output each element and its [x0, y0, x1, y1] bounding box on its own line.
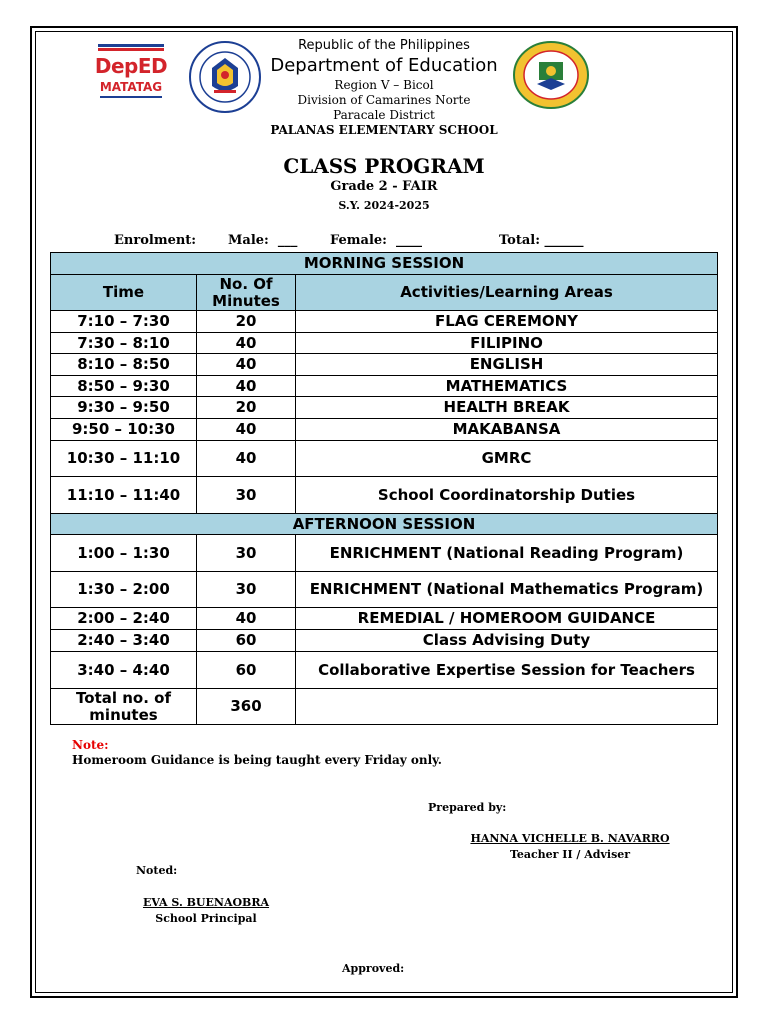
minutes-cell: 20 [197, 311, 296, 333]
activity-cell: MAKABANSA [296, 419, 718, 441]
time-cell: 7:10 – 7:30 [51, 311, 197, 333]
time-cell: 2:40 – 3:40 [51, 630, 197, 652]
time-cell: 1:00 – 1:30 [51, 535, 197, 572]
time-cell: 10:30 – 11:10 [51, 441, 197, 477]
table-row [51, 376, 718, 397]
page-title: CLASS PROGRAM [283, 154, 485, 178]
minutes-cell: 30 [197, 572, 296, 608]
activity-cell: ENGLISH [296, 354, 718, 376]
activity-cell: FLAG CEREMONY [296, 311, 718, 333]
time-cell: 11:10 – 11:40 [51, 477, 197, 514]
activity-cell: HEALTH BREAK [296, 397, 718, 419]
table-row [51, 630, 718, 652]
table-row [51, 608, 718, 630]
time-cell: 8:50 – 9:30 [51, 376, 197, 397]
department-line: Department of Education [270, 55, 498, 76]
minutes-cell: 30 [197, 477, 296, 514]
activity-cell: FILIPINO [296, 333, 718, 354]
table-row [51, 535, 718, 572]
noted-name: EVA S. BUENAOBRA [142, 896, 270, 909]
note-text: Homeroom Guidance is being taught every Friday only. [72, 753, 442, 767]
total-label-cell: Total no. of minutes [51, 689, 197, 725]
time-cell: 9:50 – 10:30 [51, 419, 197, 441]
total-activity-cell [296, 689, 718, 725]
prepared-by-label: Prepared by: [428, 801, 507, 814]
note-label: Note: [72, 738, 109, 752]
time-cell: 2:00 – 2:40 [51, 608, 197, 630]
deped-logo-text: DepED [94, 54, 168, 78]
enrolment-total: Total: ______ [499, 233, 584, 248]
activity-cell: GMRC [296, 441, 718, 477]
enrolment-label: Enrolment: [114, 233, 197, 248]
activity-cell: Collaborative Expertise Session for Teachers [296, 652, 718, 689]
table-row [51, 311, 718, 333]
prepared-by-title: Teacher II / Adviser [509, 848, 631, 861]
minutes-cell: 40 [197, 376, 296, 397]
table-row [51, 397, 718, 419]
time-cell: 1:30 – 2:00 [51, 572, 197, 608]
school-name: PALANAS ELEMENTARY SCHOOL [270, 123, 498, 137]
time-cell: 8:10 – 8:50 [51, 354, 197, 376]
total-minutes-cell: 360 [197, 689, 296, 725]
afternoon-session-row [51, 514, 718, 535]
time-cell: 9:30 – 9:50 [51, 397, 197, 419]
minutes-cell: 60 [197, 630, 296, 652]
total-row [51, 689, 718, 725]
country-line: Republic of the Philippines [298, 38, 470, 53]
activity-cell: ENRICHMENT (National Reading Program) [296, 535, 718, 572]
minutes-cell: 40 [197, 333, 296, 354]
approved-label: Approved: [342, 962, 405, 975]
col-header-time: Time [51, 275, 197, 311]
table-row [51, 419, 718, 441]
enrolment-male: Male: ___ [228, 233, 298, 248]
morning-session-row [51, 253, 718, 275]
morning-session-label: MORNING SESSION [51, 253, 718, 275]
prepared-by-name: HANNA VICHELLE B. NAVARRO [470, 832, 670, 845]
time-cell: 7:30 – 8:10 [51, 333, 197, 354]
col-header-activities: Activities/Learning Areas [296, 275, 718, 311]
minutes-cell: 30 [197, 535, 296, 572]
activity-cell: Class Advising Duty [296, 630, 718, 652]
activity-cell: REMEDIAL / HOMEROOM GUIDANCE [296, 608, 718, 630]
table-row [51, 354, 718, 376]
table-row [51, 441, 718, 477]
minutes-cell: 60 [197, 652, 296, 689]
division-line: Division of Camarines Norte [297, 93, 471, 107]
minutes-cell: 40 [197, 354, 296, 376]
grade-section: Grade 2 - FAIR [330, 179, 438, 194]
minutes-cell: 40 [197, 419, 296, 441]
activity-cell: ENRICHMENT (National Mathematics Program) [296, 572, 718, 608]
afternoon-session-label: AFTERNOON SESSION [51, 514, 718, 535]
time-cell: 3:40 – 4:40 [51, 652, 197, 689]
minutes-cell: 40 [197, 608, 296, 630]
matatag-logo-text: MATATAG [99, 80, 163, 94]
district-line: Paracale District [333, 108, 435, 122]
school-year: S.Y. 2024-2025 [338, 199, 430, 212]
activity-cell: MATHEMATICS [296, 376, 718, 397]
minutes-cell: 40 [197, 441, 296, 477]
table-row [51, 652, 718, 689]
enrolment-female: Female: ____ [330, 233, 423, 248]
minutes-cell: 20 [197, 397, 296, 419]
class-program-body [51, 253, 718, 725]
col-header-minutes: No. Of Minutes [197, 275, 296, 311]
noted-title: School Principal [155, 912, 257, 925]
region-line: Region V – Bicol [334, 78, 434, 92]
table-row [51, 333, 718, 354]
table-row [51, 572, 718, 608]
class-program-table [50, 252, 718, 725]
column-header-row [51, 275, 718, 311]
activity-cell: School Coordinatorship Duties [296, 477, 718, 514]
noted-label: Noted: [136, 864, 178, 877]
table-row [51, 477, 718, 514]
